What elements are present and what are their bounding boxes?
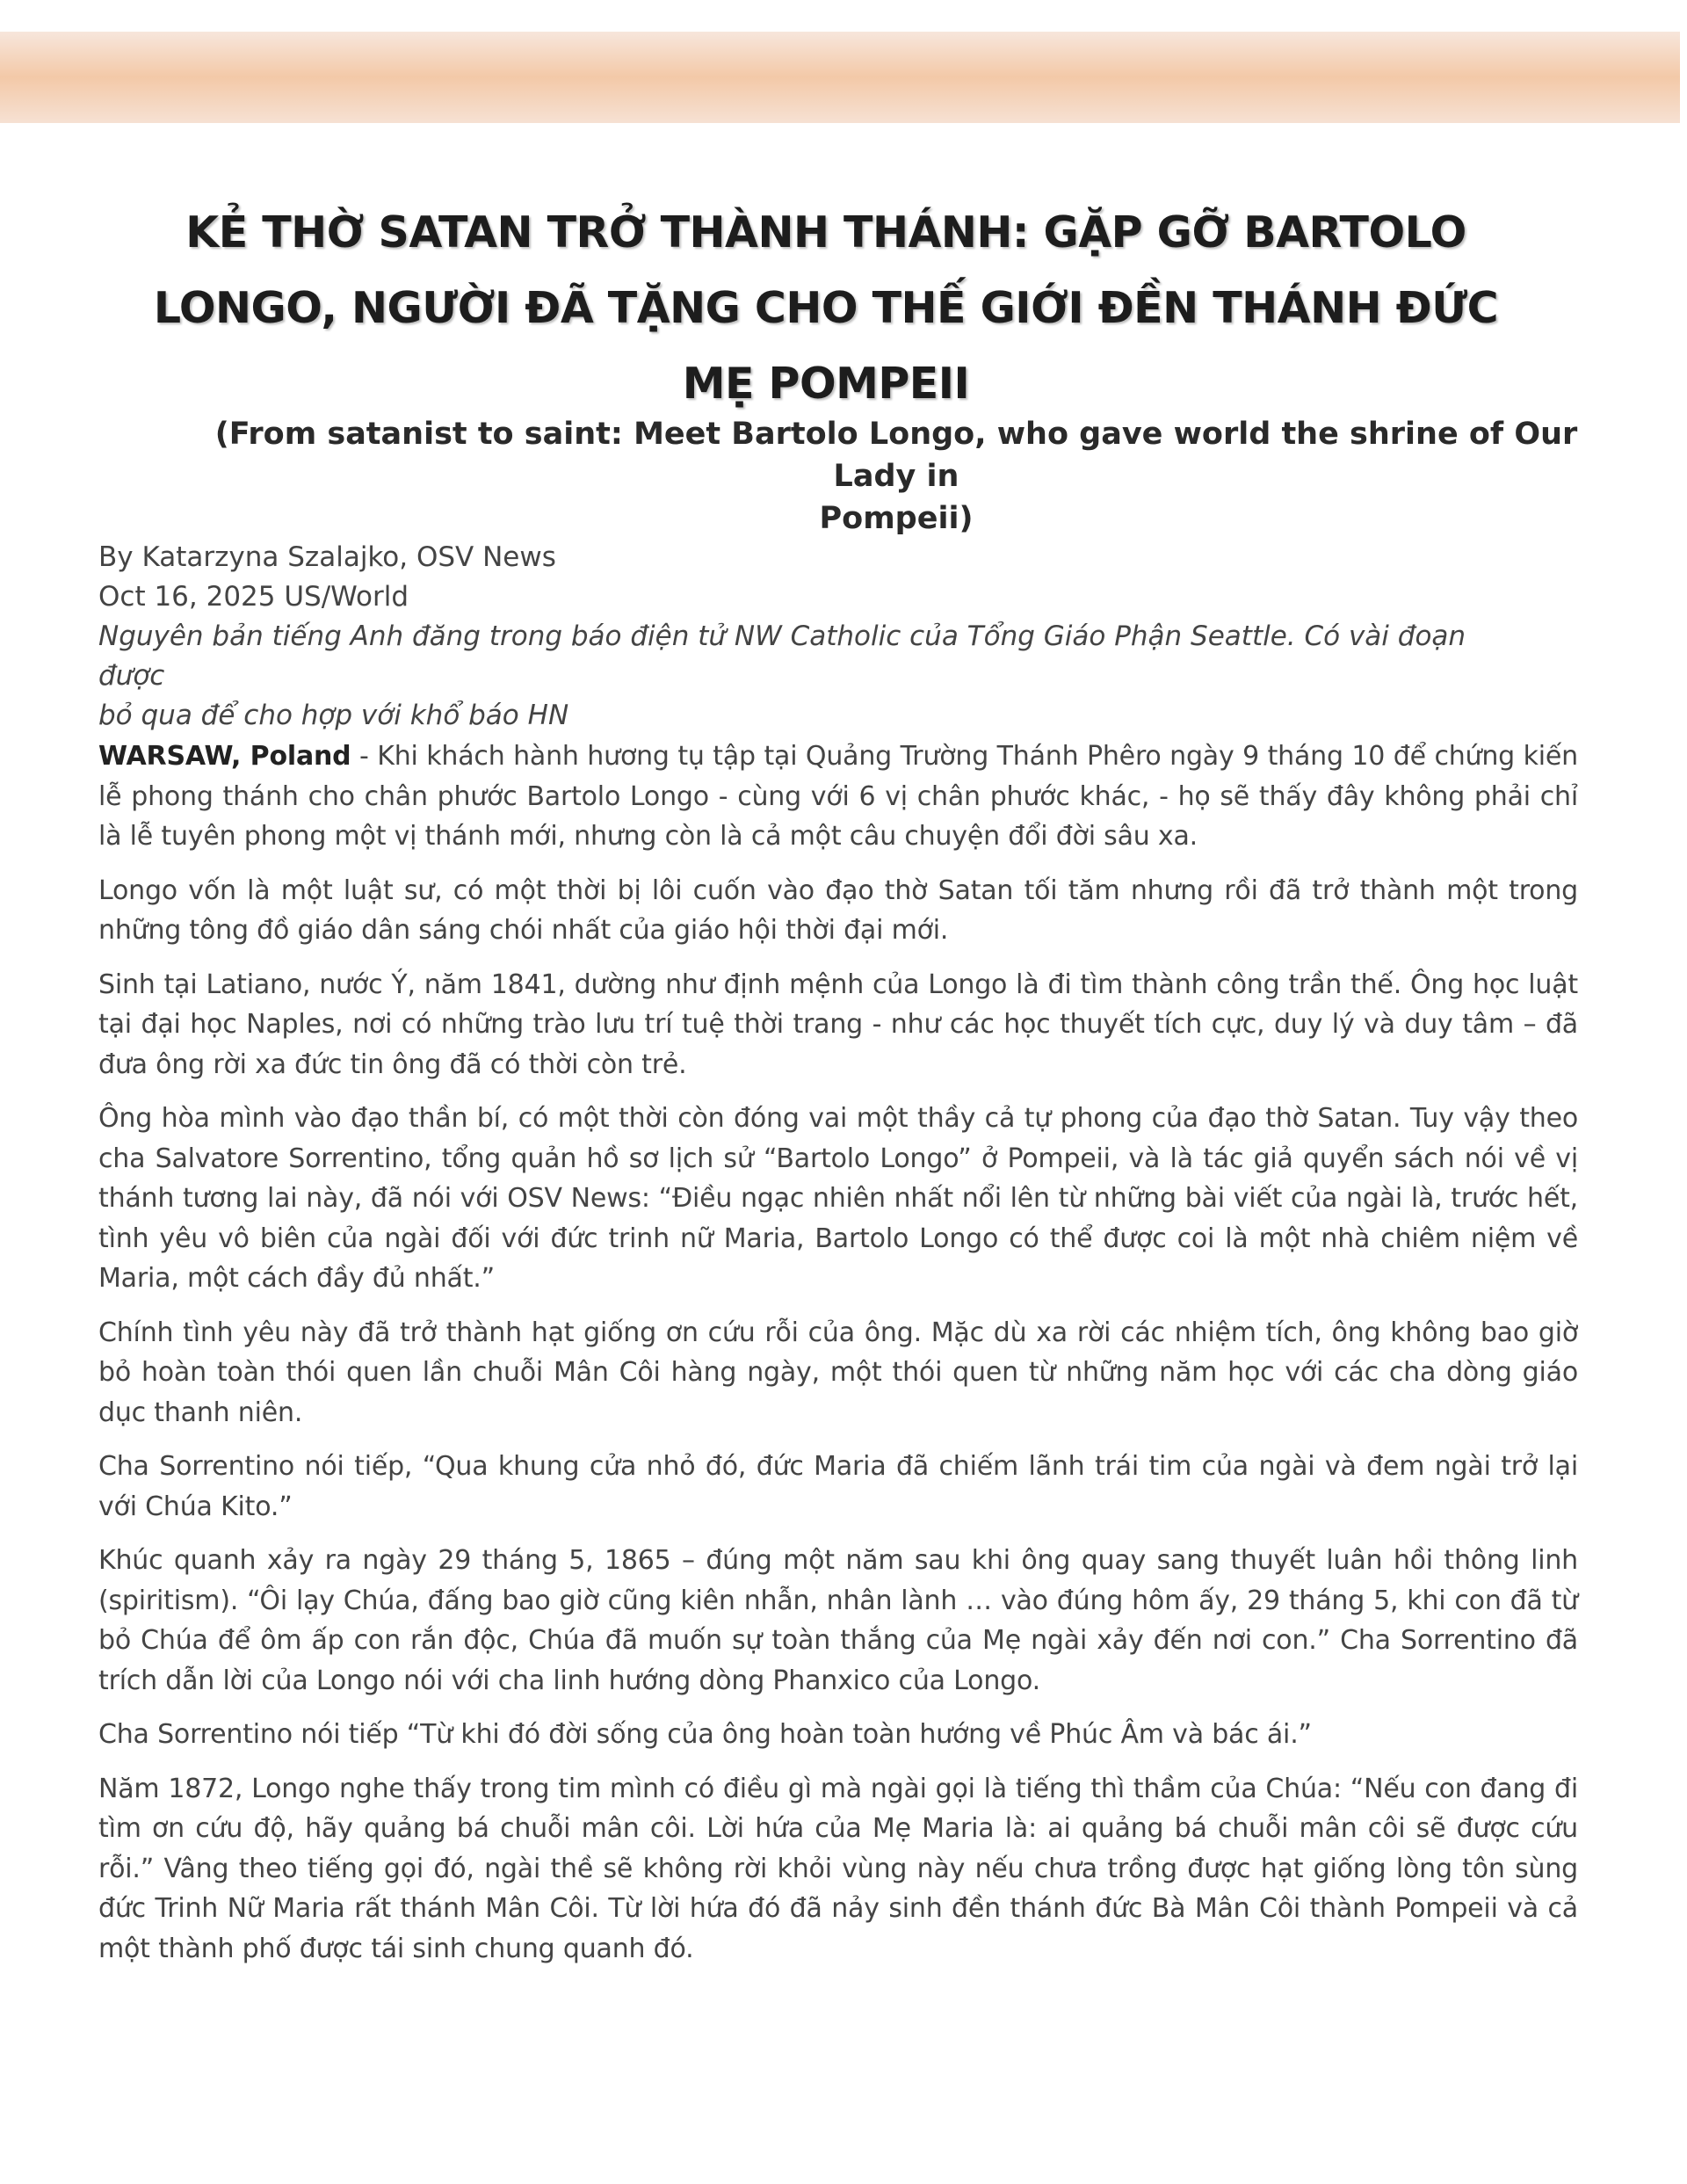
paragraph: Ông hòa mình vào đạo thần bí, có một thời còn đóng vai một thầy cả tự phong của đạo thờ Satan. Tuy vậy theo cha Salvatore Sorrentino, tổng quản hồ sơ lịch sử “Bartolo Longo” ở Pompeii, và là tác giả quyển sách nói về vị thánh tương lai này, đã nói với OSV News: “Điều ngạc nhiên nhất nổi lên từ những bài viết của ngài là, trước hết, tình yêu vô biên của ngài đối với đức trinh nữ Maria, Bartolo Longo có thể được coi là một nhà chiêm niệm về Maria, một cách đầy đủ nhất.” (98, 1103, 1578, 1294)
paragraph: Khúc quanh xảy ra ngày 29 tháng 5, 1865 – đúng một năm sau khi ông quay sang thuyết luân hồi thông linh (spiritism). “Ôi lạy Chúa, đấng bao giờ cũng kiên nhẫn, nhân lành … vào đúng hôm ấy, 29 tháng 5, khi con đã từ bỏ Chúa để ôm ấp con rắn độc, Chúa đã muốn sự toàn thắng của Mẹ ngài xảy đến nơi con.” Cha Sorrentino đã trích dẫn lời của Longo nói với cha linh hướng dòng Phanxico của Longo. (98, 1545, 1578, 1696)
paragraph: Cha Sorrentino nói tiếp, “Qua khung cửa nhỏ đó, đức Maria đã chiếm lãnh trái tim của ngài và đem ngài trở lại với Chúa Kito.” (98, 1451, 1578, 1522)
paragraph (98, 736, 1578, 857)
article-subtitle (211, 413, 1582, 540)
title-line: LONGO, NGƯỜI ĐÃ TẶNG CHO THẾ GIỚI ĐỀN THÁNH ĐỨC (153, 283, 1499, 333)
paragraph: Chính tình yêu này đã trở thành hạt giống ơn cứu rỗi của ông. Mặc dù xa rời các nhiệm tích, ông không bao giờ bỏ hoàn toàn thói quen lần chuỗi Mân Côi hàng ngày, một thói quen từ những năm học với các cha dòng giáo dục thanh niên. (98, 1317, 1578, 1428)
byline: By Katarzyna Szalajko, OSV News (98, 541, 556, 573)
translation-note (98, 617, 1504, 736)
article-meta (98, 538, 1504, 736)
note-line: bỏ qua để cho hợp với khổ báo HN (98, 700, 569, 731)
subtitle-line: (From satanist to saint: Meet Bartolo Longo, who gave world the shrine of Our Lady in (214, 417, 1578, 494)
paragraph: Sinh tại Latiano, nước Ý, năm 1841, dường như định mệnh của Longo là đi tìm thành công trần thế. Ông học luật tại đại học Naples, nơi có những trào lưu trí tuệ thời trang - như các học thuyết tích cực, duy lý và duy tâm – đã đưa ông rời xa đức tin ông đã có thời còn trẻ. (98, 969, 1578, 1080)
title-line: MẸ POMPEII (682, 359, 970, 409)
paragraph: Năm 1872, Longo nghe thấy trong tim mình có điều gì mà ngài gọi là tiếng thì thầm của Chúa: “Nếu con đang đi tìm ơn cứu độ, hãy quảng bá chuỗi mân côi. Lời hứa của Mẹ Maria là: ai quảng bá chuỗi mân côi sẽ được cứu rỗi.” Vâng theo tiếng gọi đó, ngài thề sẽ không rời khỏi vùng này nếu chưa trồng được hạt giống lòng tôn sùng đức Trinh Nữ Maria rất thánh Mân Côi. Từ lời hứa đó đã nảy sinh đền thánh đức Bà Mân Côi thành Pompeii và cả một thành phố được tái sinh chung quanh đó. (98, 1773, 1578, 1964)
title-line: KẺ THỜ SATAN TRỞ THÀNH THÁNH: GẶP GỠ BARTOLO (185, 207, 1466, 258)
article-title (88, 195, 1564, 422)
publish-date: Oct 16, 2025 US/World (98, 581, 409, 613)
dateline: WARSAW, Poland (98, 741, 351, 772)
paragraph: Cha Sorrentino nói tiếp “Từ khi đó đời sống của ông hoàn toàn hướng về Phúc Âm và bác ái.” (98, 1719, 1312, 1750)
header-decorative-band (0, 32, 1680, 123)
subtitle-line: Pompeii) (819, 501, 974, 536)
article-body (98, 736, 1578, 1983)
note-line: Nguyên bản tiếng Anh đăng trong báo điện tử NW Catholic của Tổng Giáo Phận Seattle. Có vài đoạn được (98, 620, 1466, 692)
paragraph: Longo vốn là một luật sư, có một thời bị lôi cuốn vào đạo thờ Satan tối tăm nhưng rồi đã trở thành một trong những tông đồ giáo dân sáng chói nhất của giáo hội thời đại mới. (98, 874, 1578, 946)
paragraph-text: - Khi khách hành hương tụ tập tại Quảng Trường Thánh Phêro ngày 9 tháng 10 để chứng kiến lễ phong thánh cho chân phước Bartolo Longo - cùng với 6 vị chân phước khác, - họ sẽ thấy đây không phải chỉ là lễ tuyên phong một vị thánh mới, nhưng còn là cả một câu chuyện đổi đời sâu xa. (98, 741, 1578, 852)
